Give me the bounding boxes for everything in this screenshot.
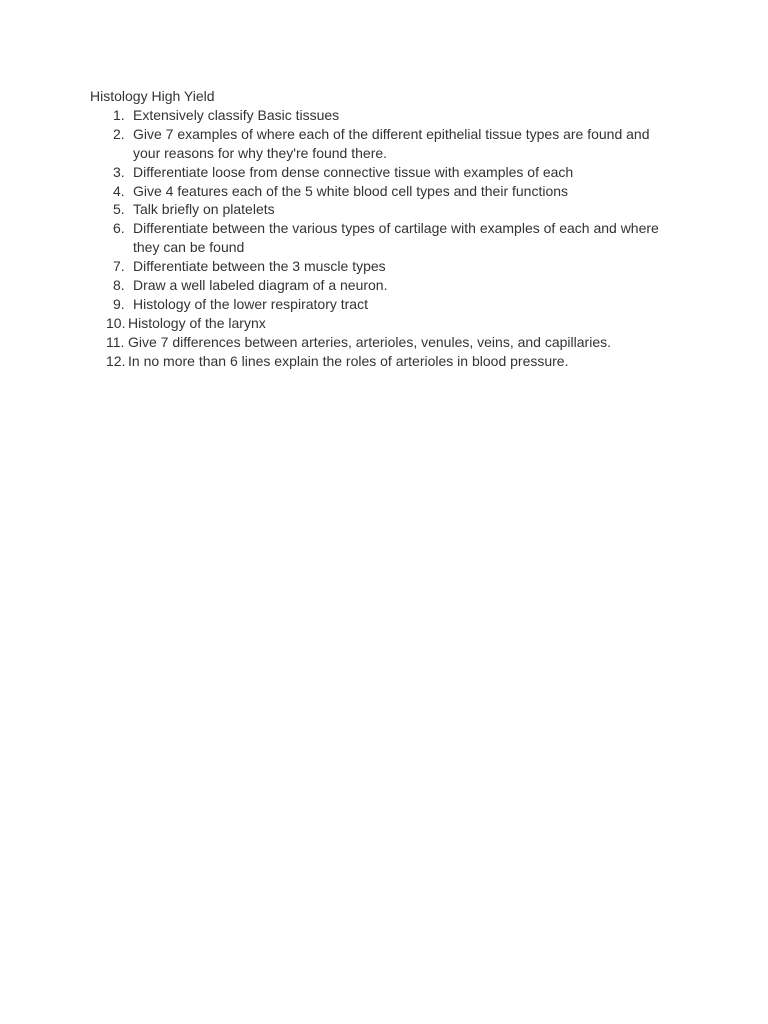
list-item-number: 7. (113, 258, 125, 275)
list-item (90, 125, 678, 163)
list-item (90, 276, 678, 295)
list-item (90, 106, 678, 125)
list-item-text: Talk briefly on platelets (133, 201, 275, 218)
list-item-text: Extensively classify Basic tissues (133, 106, 340, 123)
list-item-number: 2. (113, 125, 125, 142)
list-item-number: 9. (113, 295, 125, 312)
list-item-number: 3. (113, 163, 125, 180)
list-item-number: 12. (106, 352, 126, 369)
list-item-text: Histology of the larynx (128, 314, 266, 331)
document-title: Histology High Yield (90, 88, 215, 104)
list-item-number: 1. (113, 106, 125, 123)
list-item (90, 219, 678, 257)
list-item-text: Give 7 examples of where each of the different epithelial tissue types are found and your reasons for why they're found there. (133, 125, 650, 161)
list-item-number: 5. (113, 201, 125, 218)
list-item-text: In no more than 6 lines explain the roles of arterioles in blood pressure. (128, 352, 569, 369)
list-item-text: Differentiate loose from dense connective tissue with examples of each (133, 163, 574, 180)
list-item (90, 295, 678, 314)
list-item-number: 11. (106, 333, 125, 350)
list-item (90, 182, 678, 201)
list-item-number: 4. (113, 182, 125, 199)
list-item (90, 314, 678, 333)
list-item-text: Histology of the lower respiratory tract (133, 295, 368, 312)
list-item-number: 10. (106, 314, 126, 331)
list-item-text: Draw a well labeled diagram of a neuron. (133, 277, 388, 294)
list-item (90, 163, 678, 182)
list-item-number: 8. (113, 277, 125, 294)
document-content (90, 87, 678, 371)
list-item (90, 352, 678, 371)
list-item (90, 200, 678, 219)
list-item-text: Differentiate between the 3 muscle types (133, 258, 386, 275)
list-item (90, 333, 678, 352)
list-item-text: Differentiate between the various types of cartilage with examples of each and where they can be found (133, 220, 659, 256)
list-item-text: Give 4 features each of the 5 white blood cell types and their functions (133, 182, 569, 199)
list-item-text: Give 7 differences between arteries, arterioles, venules, veins, and capillaries. (128, 333, 611, 350)
list-item-number: 6. (113, 220, 125, 237)
list-item (90, 257, 678, 276)
